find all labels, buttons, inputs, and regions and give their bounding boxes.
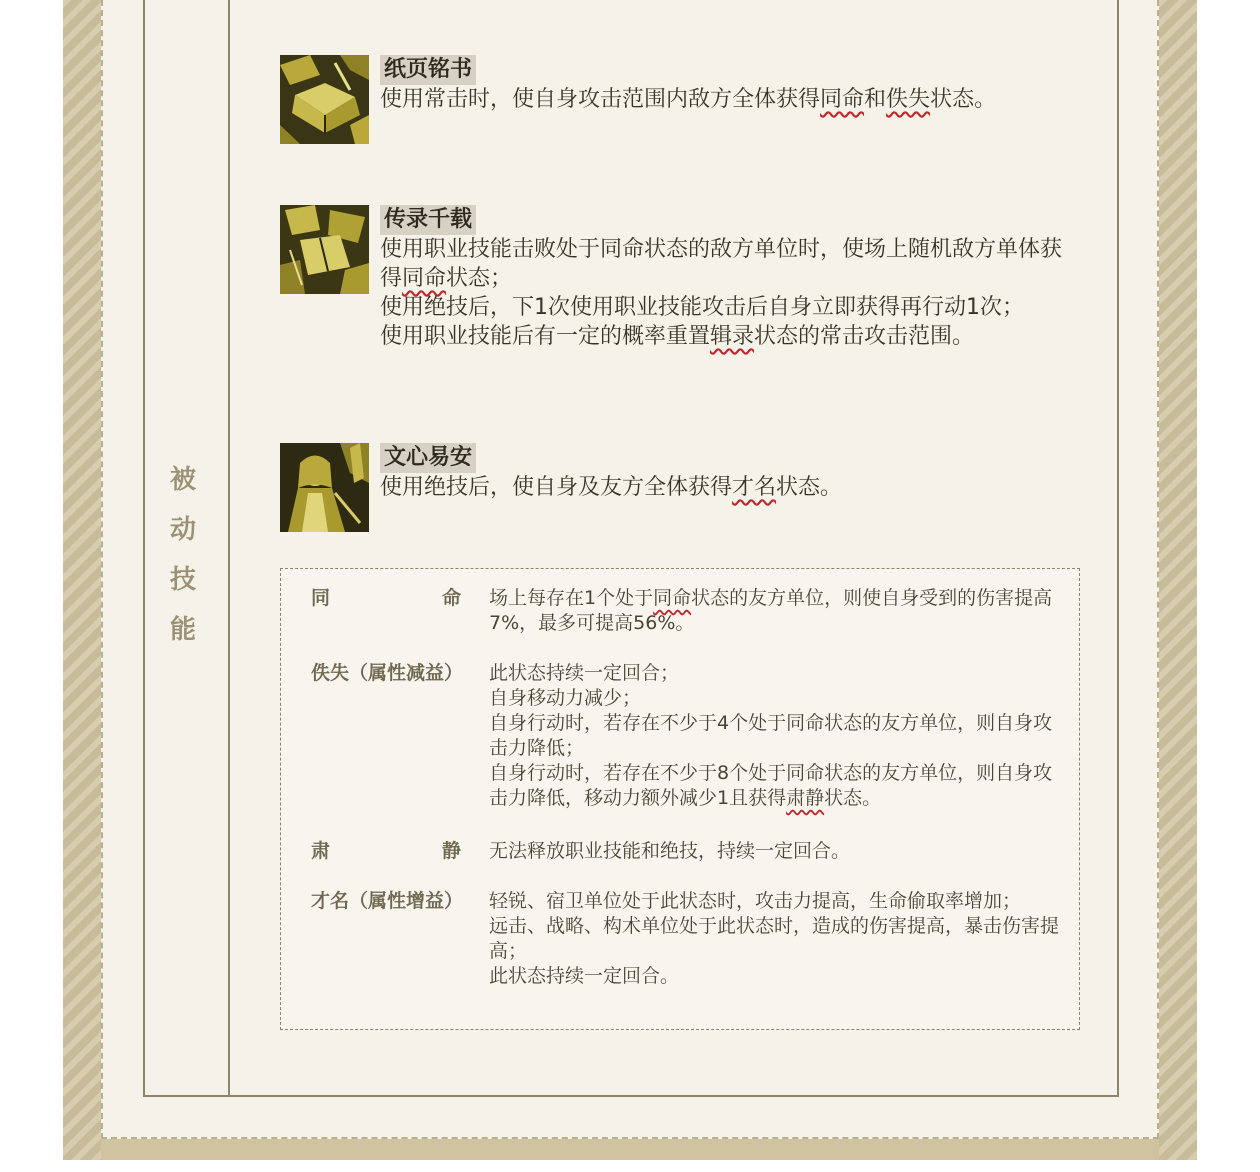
glossary-term (311, 839, 461, 864)
status-keyword: 才名 (732, 475, 777, 500)
description-text: 使用绝技后，下1次使用职业技能攻击后自身立即获得再行动1次； (380, 295, 1024, 320)
description-text: 轻锐、宿卫单位处于此状态时，攻击力提高，生命偷取率增加； (489, 890, 1022, 912)
description-line (489, 761, 1059, 811)
description-text: 状态的友方单位，则使自身受到的伤害提高7%，最多可提高56%。 (489, 587, 1053, 634)
description-line (489, 889, 1059, 914)
skill-name: 传录千载 (380, 205, 476, 235)
glossary-definition (489, 661, 1059, 811)
glossary-term (311, 586, 461, 611)
section-label-char: 技 (169, 565, 196, 595)
description-text: 状态。 (824, 787, 882, 809)
description-line (489, 661, 1059, 686)
glossary-term-char: 肃 (311, 840, 331, 862)
glossary-term-text: 才名（属性增益） (311, 890, 464, 912)
glossary-definition (489, 839, 1059, 864)
status-glossary-box (280, 568, 1080, 1030)
skill-name: 文心易安 (380, 443, 476, 473)
status-keyword: 辑录 (710, 324, 755, 349)
description-text: 此状态持续一定回合； (489, 662, 680, 684)
column-divider (228, 0, 230, 1095)
glossary-term-text: 佚失（属性减益） (311, 662, 464, 684)
skill-description (380, 473, 1080, 502)
status-keyword: 同命 (820, 87, 865, 112)
description-line (380, 473, 1080, 502)
flying-books-icon (280, 205, 369, 294)
open-book-icon (280, 55, 369, 144)
glossary-definition (489, 889, 1059, 989)
skill-name: 纸页铭书 (380, 55, 476, 85)
description-text: 此状态持续一定回合。 (489, 965, 680, 987)
description-text: 状态的常击攻击范围。 (754, 324, 975, 349)
description-text: 自身行动时，若存在不少于4个处于同命状态的友方单位，则自身攻击力降低； (489, 712, 1053, 759)
description-line (489, 839, 1059, 864)
description-text: 自身行动时，若存在不少于8个处于同命状态的友方单位，则自身攻击力降低，移动力额外减少1且获得 (489, 762, 1053, 809)
glossary-term (311, 889, 464, 914)
description-line (489, 711, 1059, 761)
description-text: 使用职业技能后有一定的概率重置 (380, 324, 711, 349)
description-line (489, 586, 1059, 636)
scholar-portrait-icon (280, 443, 369, 532)
description-text: 场上每存在1个处于 (489, 587, 654, 609)
description-line (489, 964, 1059, 989)
description-line (380, 293, 1080, 322)
status-keyword: 佚失 (886, 87, 931, 112)
glossary-term-char: 静 (441, 840, 461, 862)
description-text: 使用常击时，使自身攻击范围内敌方全体获得 (380, 87, 821, 112)
description-line (380, 322, 1080, 351)
description-line (489, 686, 1059, 711)
glossary-definition (489, 586, 1059, 636)
section-label-char: 动 (169, 515, 196, 545)
glossary-term-char: 命 (441, 587, 461, 609)
description-line (380, 235, 1080, 293)
description-text: 状态。 (930, 87, 997, 112)
section-label-passive-skills (168, 455, 198, 655)
glossary-term (311, 661, 464, 686)
skill-description (380, 85, 1080, 114)
description-line (380, 85, 1080, 114)
status-keyword: 同命 (653, 587, 692, 609)
skill-description (380, 235, 1080, 351)
section-label-char: 能 (169, 615, 196, 645)
description-text: 远击、战略、构术单位处于此状态时，造成的伤害提高，暴击伤害提高； (489, 915, 1060, 962)
description-line (489, 914, 1059, 964)
description-text: 使用绝技后，使自身及友方全体获得 (380, 475, 733, 500)
description-text: 使用职业技能击败处于同命状态的敌方单位时，使场上随机敌方单体获得 (380, 237, 1063, 291)
description-text: 无法释放职业技能和绝技，持续一定回合。 (489, 840, 851, 862)
status-keyword: 同命 (402, 266, 447, 291)
description-text: 自身移动力减少； (489, 687, 642, 709)
description-text: 和 (864, 87, 887, 112)
description-text: 状态； (446, 266, 513, 291)
glossary-term-char: 同 (311, 587, 331, 609)
description-text: 状态。 (776, 475, 843, 500)
status-keyword: 肃静 (786, 787, 825, 809)
section-label-char: 被 (169, 465, 196, 495)
